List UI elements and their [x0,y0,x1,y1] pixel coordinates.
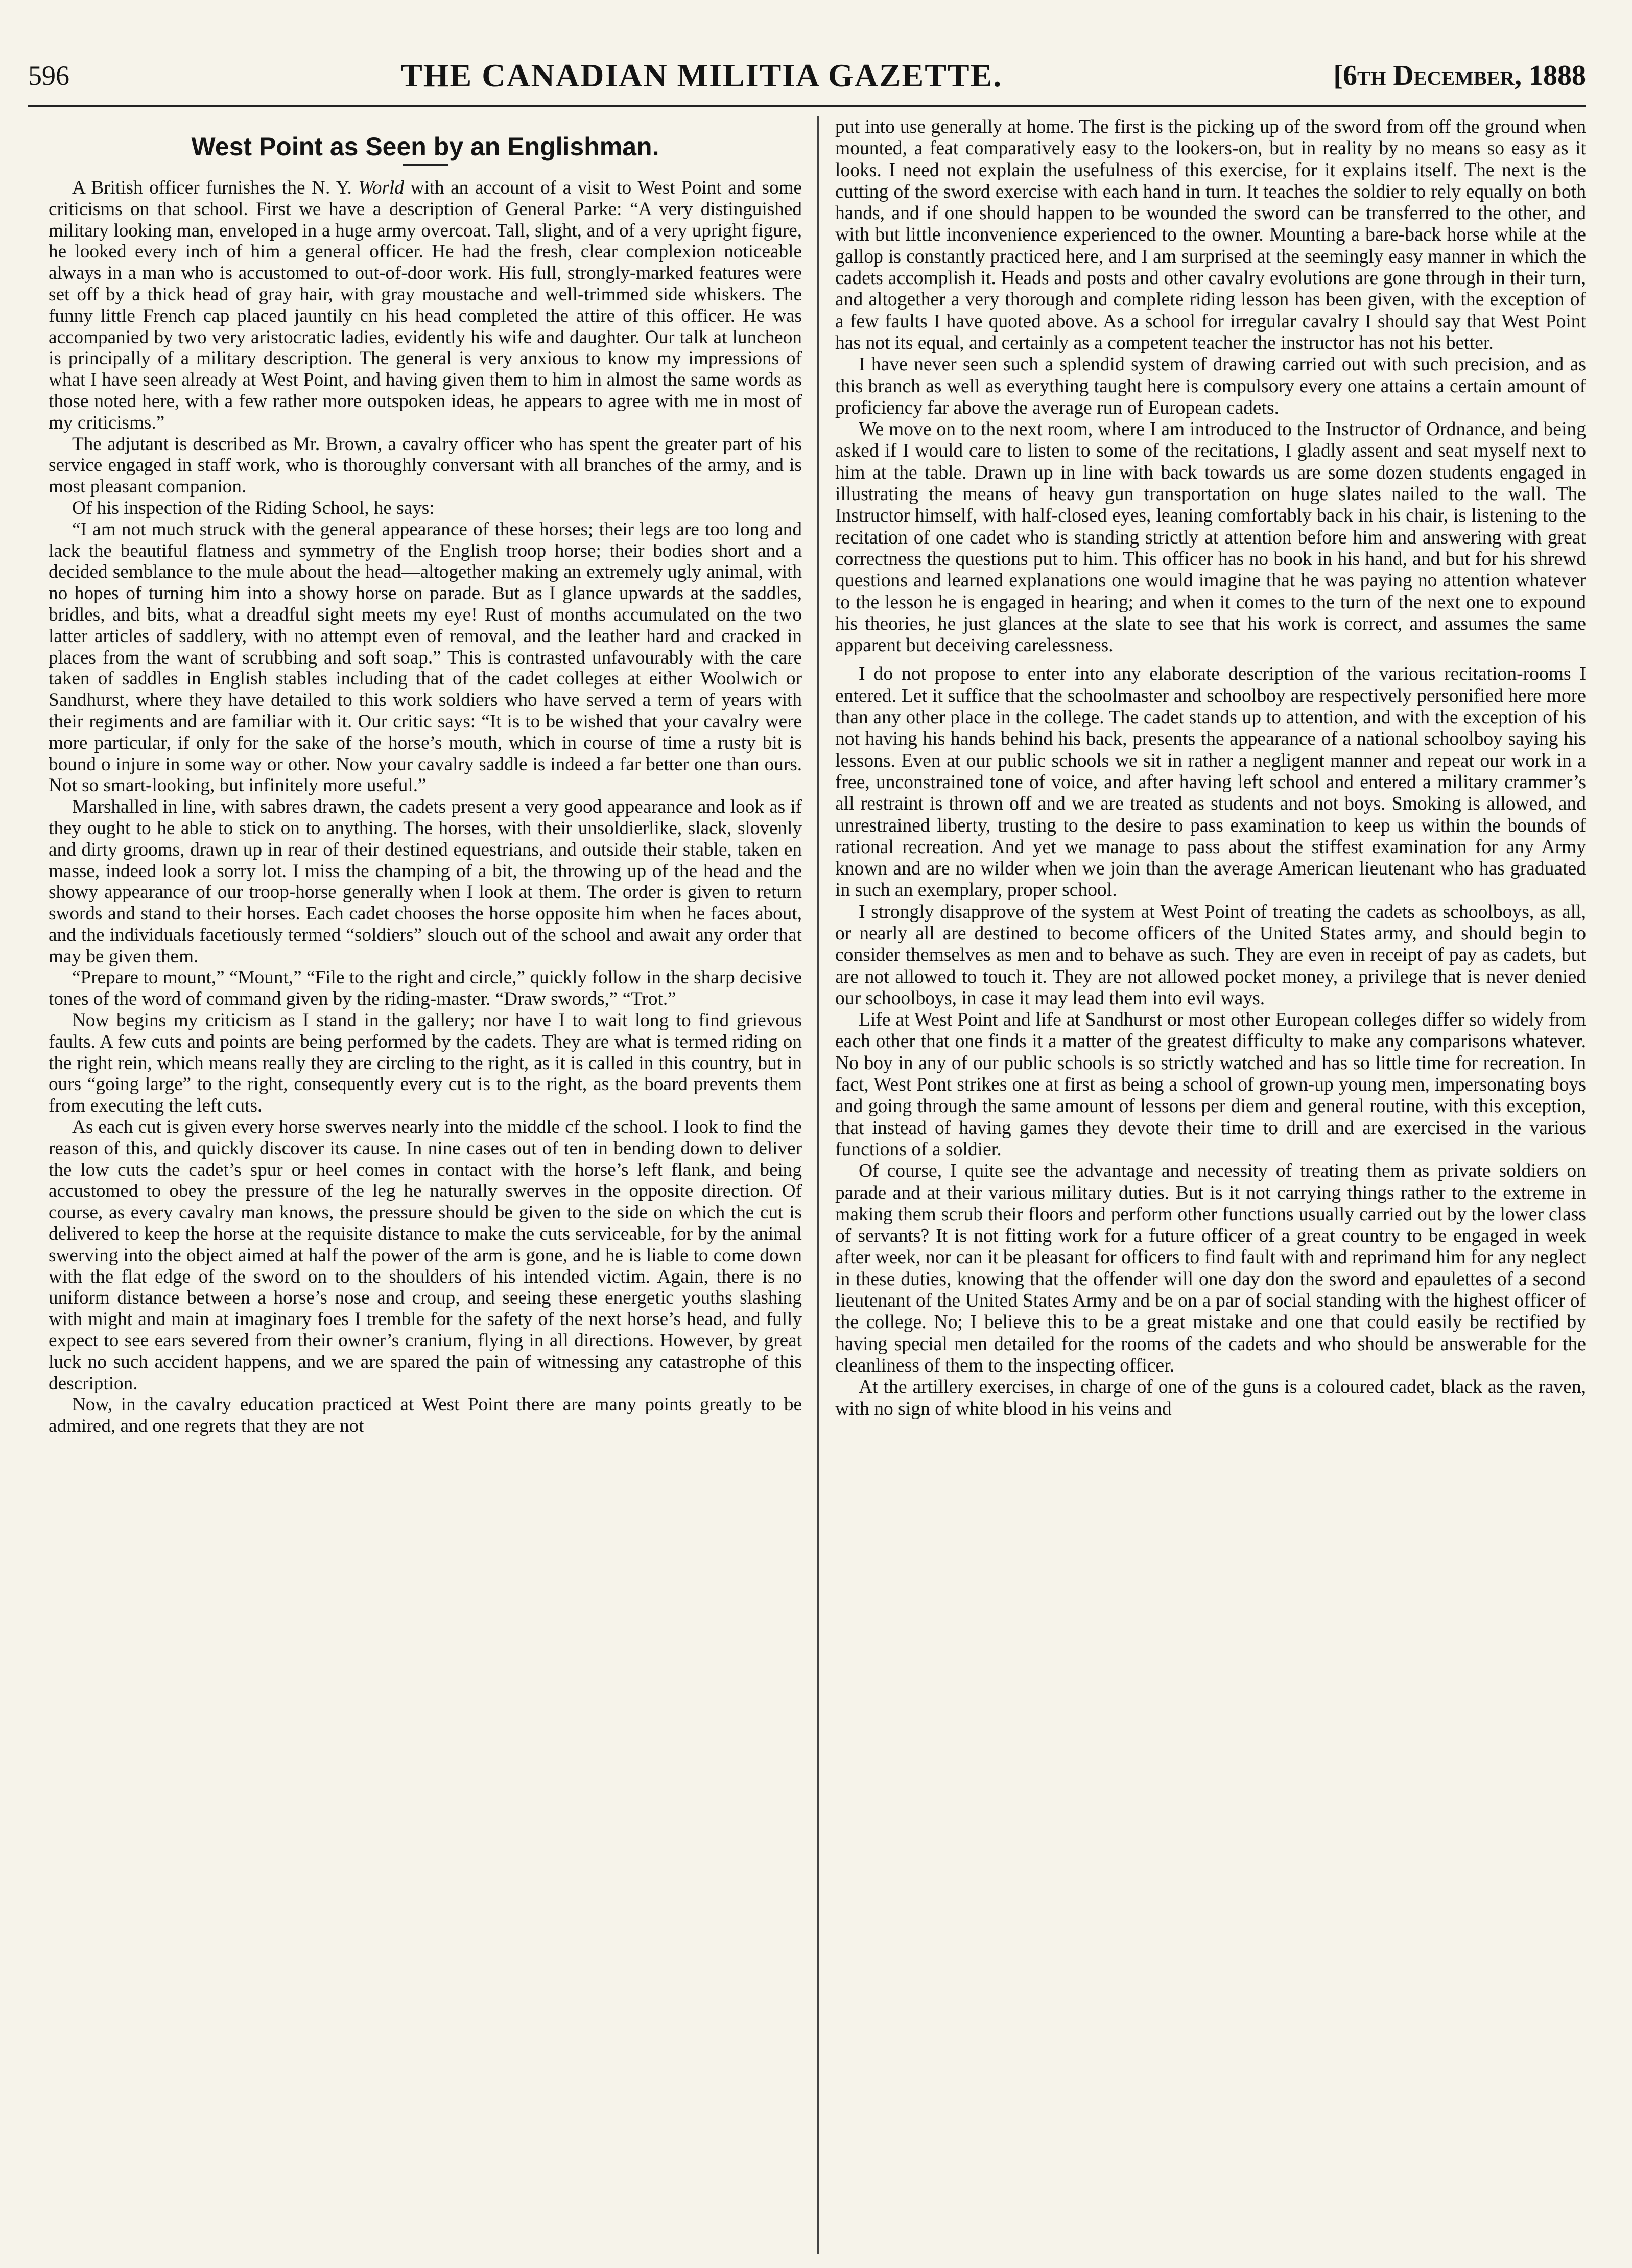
publication-title: THE CANADIAN MILITIA GAZETTE. [400,57,1003,93]
article-paragraph: put into use generally at home. The first is the picking up of the sword from off the ground when mounted, a feat comparatively easy to the lookers-on, but in reality by no means so easy as it looks. I need not explain the usefulness of this exercise, for it explains itself. The next is the cutting of the sword exercise with each hand in turn. It teaches the soldier to rely equally on both hands, and if one should happen to be wounded the sword can be transferred to the other, and with but little inconvenience experienced to the owner. Mounting a bare-back horse while at the gallop is constantly practiced here, and I am surprised at the seemingly easy manner in which the cadets accomplish it. Heads and posts and other cavalry evolutions are gone through in their turn, and altogether a very thorough and complete riding lesson has been given, with the exception of a few faults I have quoted above. As a school for irregular cavalry I should say that West Point has not its equal, and certainly as a competent teacher the instructor has not his better. [835,116,1586,353]
issue-date: [6th December, 1888 [1333,59,1586,91]
article-paragraph: I do not propose to enter into any elaborate description of the various recitation-rooms I entered. Let it suffice that the schoolmaster and schoolboy are respectively personified here more than any other place in the college. The cadet stands up to attention, and with the exception of his not having his hands behind his back, presents the appearance of a national schoolboy saying his lessons. Even at our public schools we sit in rather a negligent manner and repeat our work in a free, unconstrained tone of voice, and after having left school and entered a military crammer’s all restraint is thrown off and we are treated as students and not boys. Smoking is allowed, and unrestrained liberty, trusting to the desire to pass examination to keep us within the bounds of rational recreation. And yet we manage to pass about the stiffest examination for any Army known and are no wilder when we join than the average American lieutenant who has graduated in such an exemplary, proper school. [835,664,1586,901]
column-divider [817,116,819,2254]
newspaper-name: World [358,177,404,198]
article-paragraph: Of course, I quite see the advantage and necessity of treating them as private soldiers on parade and at their various military duties. But is it not carrying things rather to the extreme in making them scrub their floors and perform other functions usually carried out by the lower class of servants? It is not fitting work for a future officer of a great country to be engaged in week after week, nor can it be pleasant for officers to find fault with and reprimand him for any neglect in these duties, knowing that the offender will one day don the sword and epaulettes of a second lieutenant of the United States Army and be on a par of social standing with the highest officer of the college. No; I believe this to be a great mistake and one that could easily be rectified by having special men detailed for the rooms of the cadets and who should be answerable for the cleanliness of them to the inspecting officer. [835,1161,1586,1376]
article-paragraph: I have never seen such a splendid system of drawing carried out with such precision, and as this branch as well as everything taught here is compulsory every one attains a certain amount of proficiency far above the average run of European cadets. [835,354,1586,418]
left-column [49,116,802,1437]
masthead-rule [28,105,1586,107]
masthead [28,51,1586,100]
title-rule [403,164,448,166]
article-title: West Point as Seen by an Englishman. [191,132,659,161]
article-paragraph: Now, in the cavalry education practiced at West Point there are many points greatly to be admired, and one regrets that they are not [49,1394,802,1437]
paragraph-text: A British officer furnishes the N. Y. [72,177,359,198]
article-paragraph: I strongly disapprove of the system at West Point of treating the cadets as schoolboys, as all, or nearly all are destined to become officers of the United States army, and should begin to consider themselves as men and to behave as such. They are even in receipt of pay as cadets, but are not allowed to touch it. They are not allowed pocket money, a privilege that is never denied our schoolboys, in case it may lead them into evil ways. [835,901,1586,1009]
article-paragraph: Marshalled in line, with sabres drawn, the cadets present a very good appearance and look as if they ought to he able to stick on to anything. The horses, with their unsoldierlike, slack, slovenly and dirty grooms, drawn up in rear of their destined equestrians, and outside their stable, taken en masse, indeed look a sorry lot. I miss the champing of a bit, the throwing up of the head and the showy appearance of our troop-horse generally when I look at them. The order is given to return swords and stand to their horses. Each cadet chooses the horse opposite him when he faces about, and the individuals facetiously termed “soldiers” slouch out of the school and await any order that may be given them. [49,796,802,967]
article-paragraph [49,177,802,434]
article-paragraph: Now begins my criticism as I stand in the gallery; nor have I to wait long to find grievous faults. A few cuts and points are being performed by the cadets. They are what is termed riding on the right rein, which means really they are circling to the right, as it is called in this country, but in ours “going large” to the right, consequently every cut is to the right, as the board prevents them from executing the left cuts. [49,1010,802,1117]
paragraph-text: with an account of a visit to West Point and some criticisms on that school. First we have a description of General Parke: “A very distinguished military looking man, enveloped in a huge army overcoat. Tall, slight, and of a very upright figure, he looked every inch of him a general officer. He had the fresh, clear complexion noticeable always in a man who is accustomed to out-of-door work. His full, strongly-marked features were set off by a thick head of gray hair, with gray moustache and well-trimmed side whiskers. The funny little French cap placed jauntily cn his head completed the attire of this officer. He was accompanied by two very aristocratic ladies, evidently his wife and daughter. Our talk at luncheon is principally of a military description. The general is very anxious to know my impressions of what I have seen already at West Point, and having given them to him in almost the same words as those noted here, with a few rather more outspoken ideas, he appears to agree with me in most of my criticisms.” [49,177,802,433]
article-paragraph: As each cut is given every horse swerves nearly into the middle cf the school. I look to find the reason of this, and quickly discover its cause. In nine cases out of ten in bending down to deliver the low cuts the cadet’s spur or heel comes in contact with the horse’s left flank, and being accustomed to obey the pressure of the leg he naturally swerves in the opposite direction. Of course, as every cavalry man knows, the pressure should be given to the side on which the cut is delivered to keep the horse at the requisite distance to make the cuts serviceable, for by the animal swerving into the object aimed at half the power of the arm is gone, and he is liable to come down with the flat edge of the sword on to the shoulders of his intended victim. Again, there is no uniform distance between a horse’s nose and croup, and seeing these energetic youths slashing with might and main at imaginary foes I tremble for the safety of the next horse’s head, and fully expect to see ears severed from their owner’s cranium, flying in all directions. However, by great luck no such accident happens, and we are spared the pain of witnessing any catastrophe of this description. [49,1117,802,1394]
article-paragraph: Of his inspection of the Riding School, he says: [72,497,435,518]
right-column [835,116,1586,1420]
left-column-paragraphs [49,177,802,1437]
article-paragraph: At the artillery exercises, in charge of one of the guns is a coloured cadet, black as the raven, with no sign of white blood in his veins and [835,1377,1586,1420]
article-paragraph: “Prepare to mount,” “Mount,” “File to the right and circle,” quickly follow in the sharp decisive tones of the word of command given by the riding-master. “Draw swords,” “Trot.” [49,967,802,1010]
article-paragraph: “I am not much struck with the general appearance of these horses; their legs are too long and lack the beautiful flatness and symmetry of the English troop horse; their bodies short and a decided semblance to the mule about the head—altogether making an extremely ugly animal, with no hopes of turning him into a showy horse on parade. But as I glance upwards at the saddles, bridles, and bits, what a dreadful sight meets my eye! Rust of months accumulated on the two latter articles of saddlery, with no attempt even of removal, and the leather hard and cracked in places from the want of scrubbing and soft soap.” This is contrasted unfavourably with the care taken of saddles in English stables including that of the cadet colleges at either Woolwich or Sandhurst, where they have detailed to this work soldiers who have served a term of years with their regiments and are familiar with it. Our critic says: “It is to be wished that your cavalry were more particular, if only for the sake of the horse’s mouth, which in course of time a rusty bit is bound o injure in some way or other. Now your cavalry saddle is indeed a far better one than ours. Not so smart-looking, but infinitely more useful.” [49,518,802,796]
right-column-paragraphs [835,116,1586,1420]
article-paragraph: Life at West Point and life at Sandhurst or most other European colleges differ so widely from each other that one finds it a matter of the greatest difficulty to make any comparisons whatever. No boy in any of our public schools is so strictly watched and has so little time for recreation. In fact, West Pont strikes one at first as being a school of grown-up young men, impersonating boys and going through the same amount of lessons per diem and general routine, with this exception, that instead of having games they devote their time to drill and are exercised in the various functions of a soldier. [835,1009,1586,1160]
article-paragraph: The adjutant is described as Mr. Brown, a cavalry officer who has spent the greater part of his service engaged in staff work, who is thoroughly conversant with all branches of the army, and is most pleasant companion. [49,433,802,498]
article-paragraph: We move on to the next room, where I am introduced to the Instructor of Ordnance, and being asked if I would care to listen to some of the recitations, I gladly assent and seat myself next to him at the table. Drawn up in line with back towards us are some dozen students engaged in illustrating the means of heavy gun transportation on huge slates nailed to the wall. The Instructor himself, with half-closed eyes, leaning comfortably back in his chair, is listening to the recitation of one cadet who is standing strictly at attention before him and answering with great correctness the questions put to him. This officer has no book in his hand, and but for his shrewd questions and learned explanations one would imagine that he was paying no attention whatever to the lesson he is engaged in hearing; and when it comes to the turn of the next one to expound his theories, he just glances at the slate to see that his work is correct, and assumes the same apparent but deceiving carelessness. [835,419,1586,656]
page-number: 596 [28,60,69,91]
